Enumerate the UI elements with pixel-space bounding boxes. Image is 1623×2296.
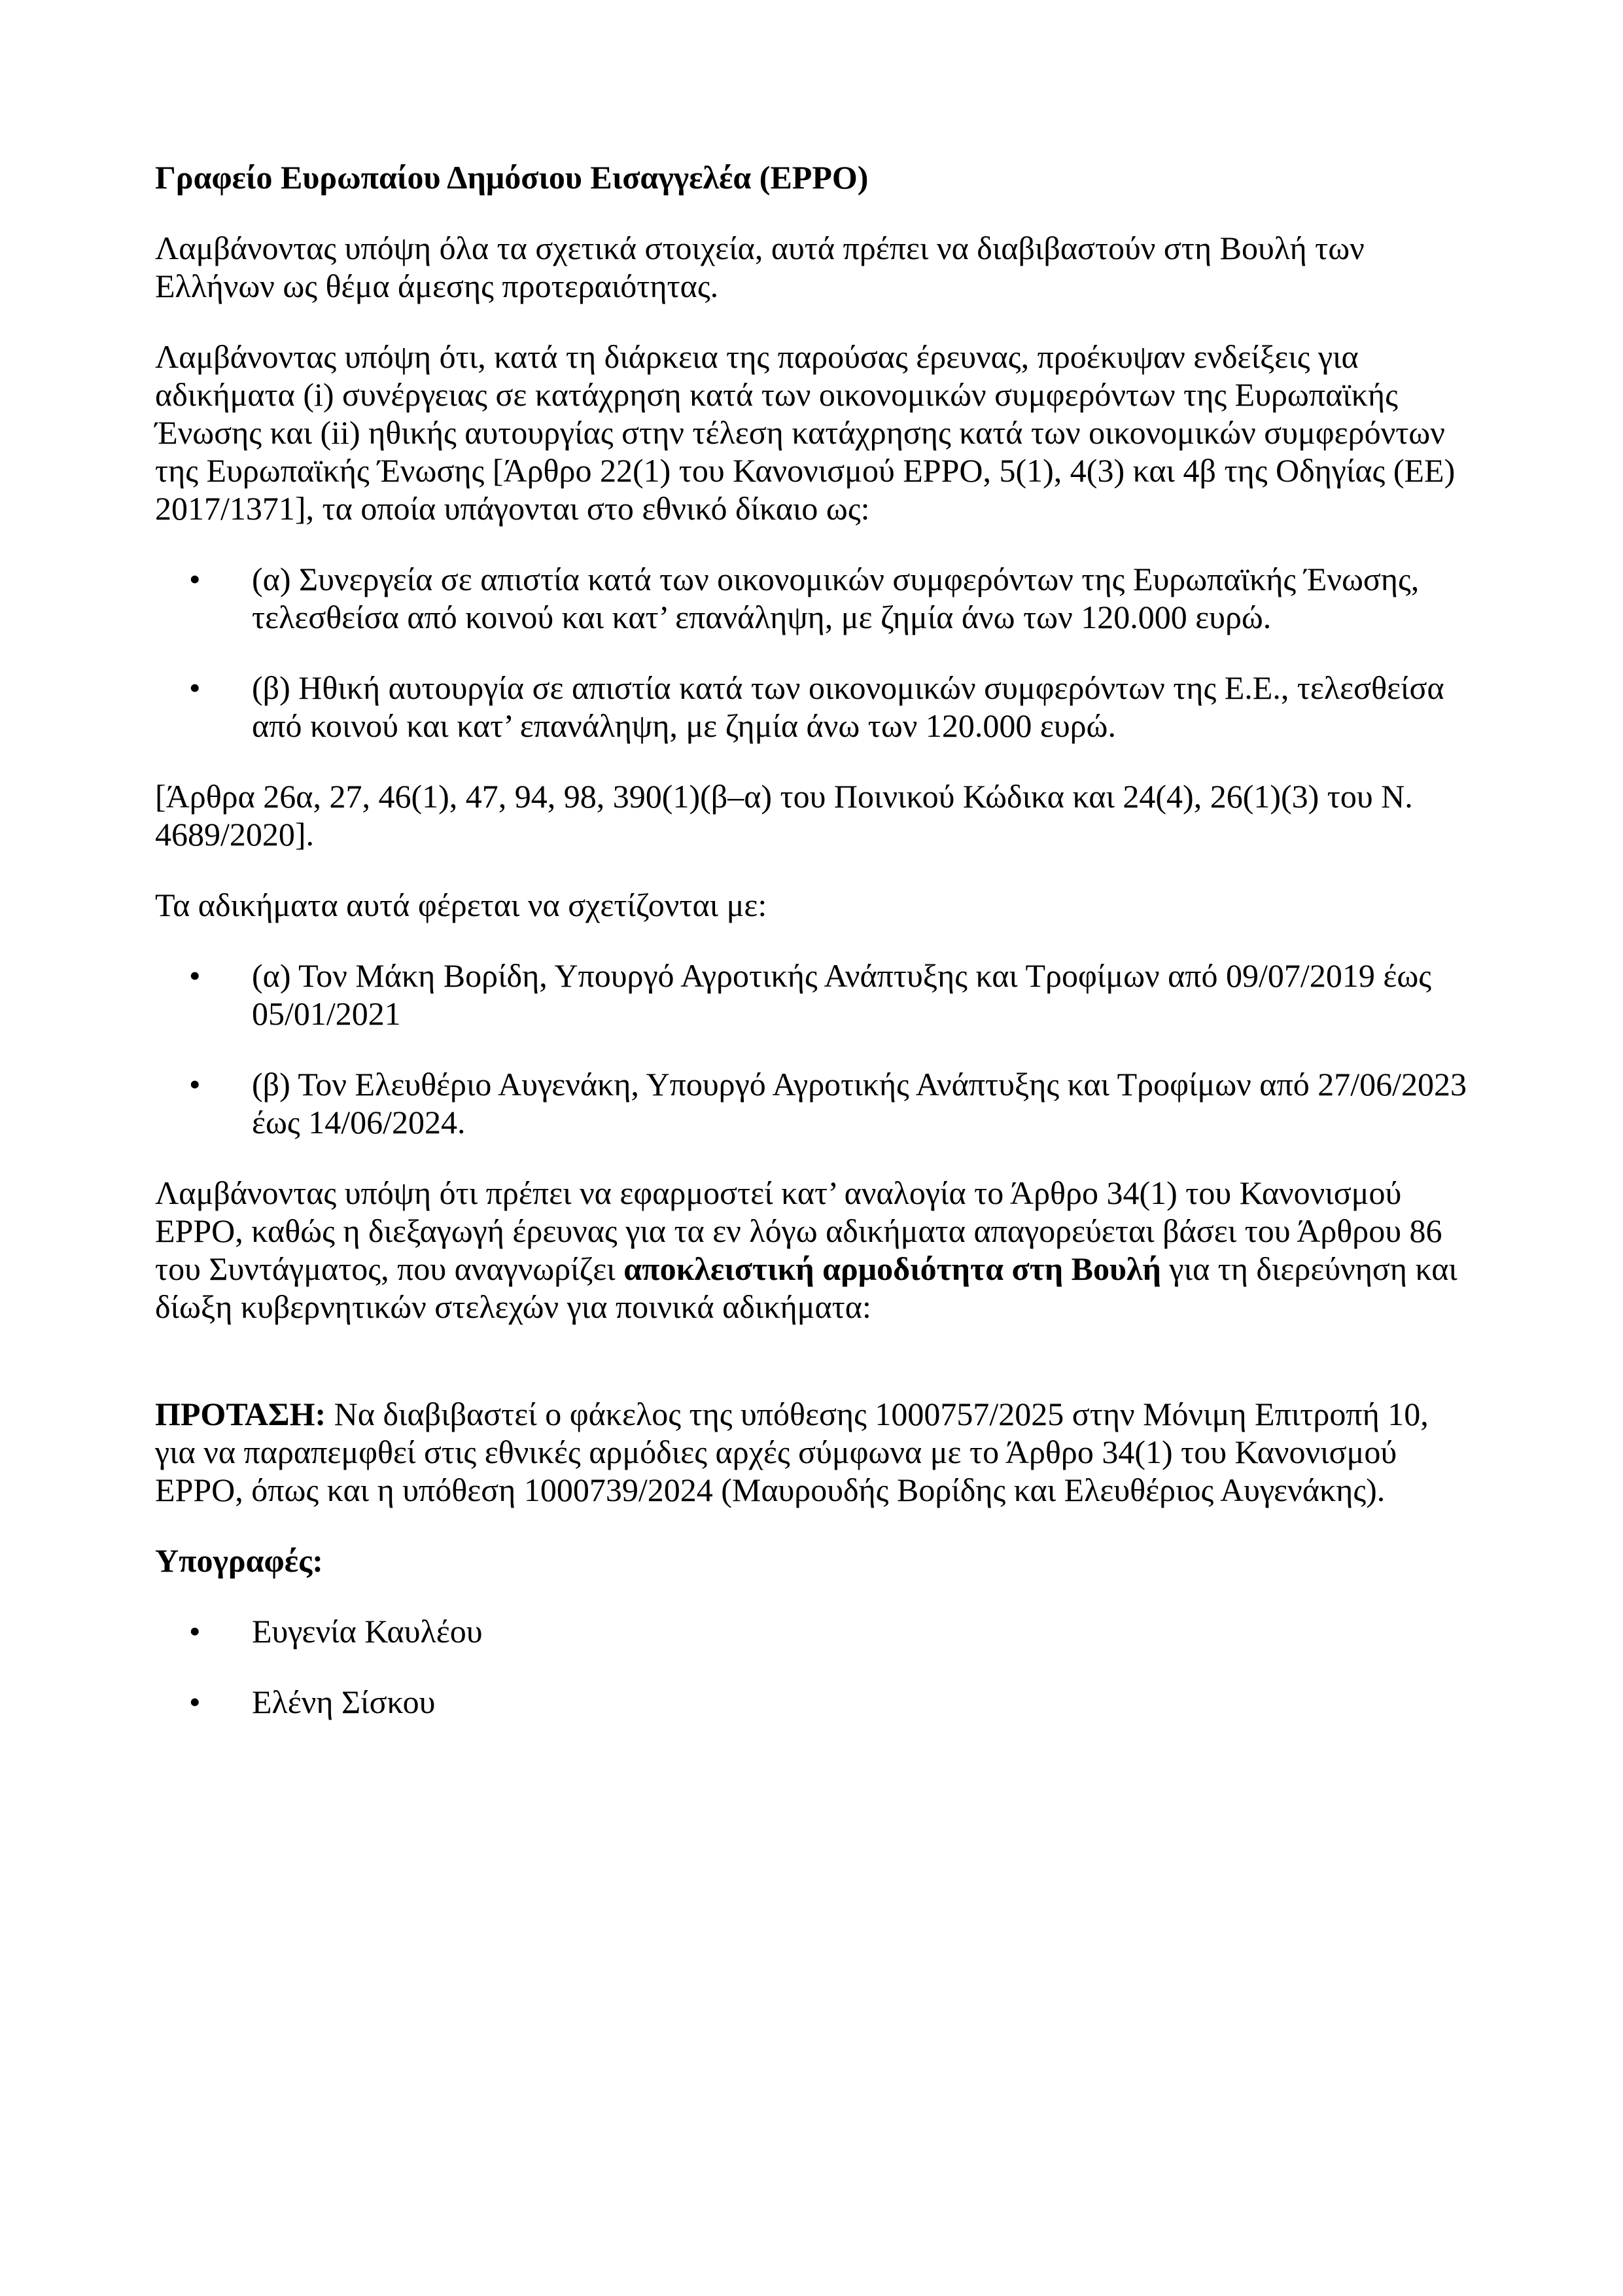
paragraph-analogy bbox=[155, 1174, 1469, 1326]
signature-list bbox=[155, 1612, 1469, 1721]
offense-list bbox=[155, 560, 1469, 745]
analogy-text-pre: Λαμβάνοντας υπόψη ότι πρέπει να εφαρμοστεί κατ’ αναλογία το Άρθρο 34(1) του Κανονισμού EPPO, καθώς η διεξαγωγή έρευνας για τα εν λόγω αδικήματα απαγορεύεται βάσει του Άρθρου 86 του Συντάγματος, που αναγνωρίζει bbox=[155, 1174, 1442, 1287]
person-b-text: (β) Τον Ελευθέριο Αυγενάκη, Υπουργό Αγροτικής Ανάπτυξης και Τροφίμων από 27/06/2023 έως 14/06/2024. bbox=[252, 1066, 1467, 1140]
paragraph-priority: Λαμβάνοντας υπόψη όλα τα σχετικά στοιχεία, αυτά πρέπει να διαβιβαστούν στη Βουλή των Ελλήνων ως θέμα άμεσης προτεραιότητας. bbox=[155, 230, 1365, 304]
list-item-offense-a bbox=[155, 560, 1469, 636]
person-list bbox=[155, 957, 1469, 1141]
document-title: Γραφείο Ευρωπαίου Δημόσιου Εισαγγελέα (EPPO) bbox=[155, 159, 869, 196]
signature-2-text: Ελένη Σίσκου bbox=[252, 1684, 436, 1720]
paragraph-relates-intro: Τα αδικήματα αυτά φέρεται να σχετίζονται με: bbox=[155, 887, 767, 923]
list-item-offense-b bbox=[155, 669, 1469, 745]
list-item-signature-2 bbox=[155, 1683, 1469, 1721]
offense-b-text: (β) Ηθική αυτουργία σε απιστία κατά των οικονομικών συμφερόντων της Ε.Ε., τελεσθείσα από κοινού και κατ’ επανάληψη, με ζημία άνω των 120.000 ευρώ. bbox=[252, 669, 1444, 744]
person-a-text: (α) Τον Μάκη Βορίδη, Υπουργό Αγροτικής Ανάπτυξης και Τροφίμων από 09/07/2019 έως 05/01/2021 bbox=[252, 957, 1432, 1032]
list-item-signature-1 bbox=[155, 1612, 1469, 1650]
signature-1-text: Ευγενία Καυλέου bbox=[252, 1613, 483, 1650]
paragraph-findings: Λαμβάνοντας υπόψη ότι, κατά τη διάρκεια της παρούσας έρευνας, προέκυψαν ενδείξεις για αδικήματα (i) συνέργειας σε κατάχρηση κατά των οικονομικών συμφερόντων της Ευρωπαϊκής Ένωσης και (ii) ηθικής αυτουργίας στην τέλεση κατάχρησης κατά των οικονομικών συμφερόντων της Ευρωπαϊκής Ένωσης [Άρθρο 22(1) του Κανονισμού EPPO, 5(1), 4(3) και 4β της Οδηγίας (ΕΕ) 2017/1371], τα οποία υπάγονται στο εθνικό δίκαιο ως: bbox=[155, 338, 1456, 527]
analogy-text-bold: αποκλειστική αρμοδιότητα στη Βουλή bbox=[623, 1250, 1161, 1287]
analogy-text-post: για τη διερεύνηση και δίωξη κυβερνητικών στελεχών για ποινικά αδικήματα: bbox=[155, 1250, 1457, 1325]
offense-a-text: (α) Συνεργεία σε απιστία κατά των οικονομικών συμφερόντων της Ευρωπαϊκής Ένωσης, τελεσθείσα από κοινού και κατ’ επανάληψη, με ζημία άνω των 120.000 ευρώ. bbox=[252, 561, 1420, 635]
paragraph-articles: [Άρθρα 26α, 27, 46(1), 47, 94, 98, 390(1)(β–α) του Ποινικού Κώδικα και 24(4), 26(1)(3) του Ν. 4689/2020]. bbox=[155, 778, 1413, 853]
signatures-heading: Υπογραφές: bbox=[155, 1542, 323, 1579]
list-item-person-b bbox=[155, 1065, 1469, 1141]
proposal-label: ΠΡΟΤΑΣΗ: bbox=[155, 1396, 326, 1432]
paragraph-proposal bbox=[155, 1395, 1469, 1509]
list-item-person-a bbox=[155, 957, 1469, 1033]
proposal-text: Να διαβιβαστεί ο φάκελος της υπόθεσης 1000757/2025 στην Μόνιμη Επιτροπή 10, για να παραπεμφθεί στις εθνικές αρμόδιες αρχές σύμφωνα με το Άρθρο 34(1) του Κανονισμού EPPO, όπως και η υπόθεση 1000739/2024 (Μαυρουδής Βορίδης και Ελευθέριος Αυγενάκης). bbox=[155, 1396, 1429, 1508]
